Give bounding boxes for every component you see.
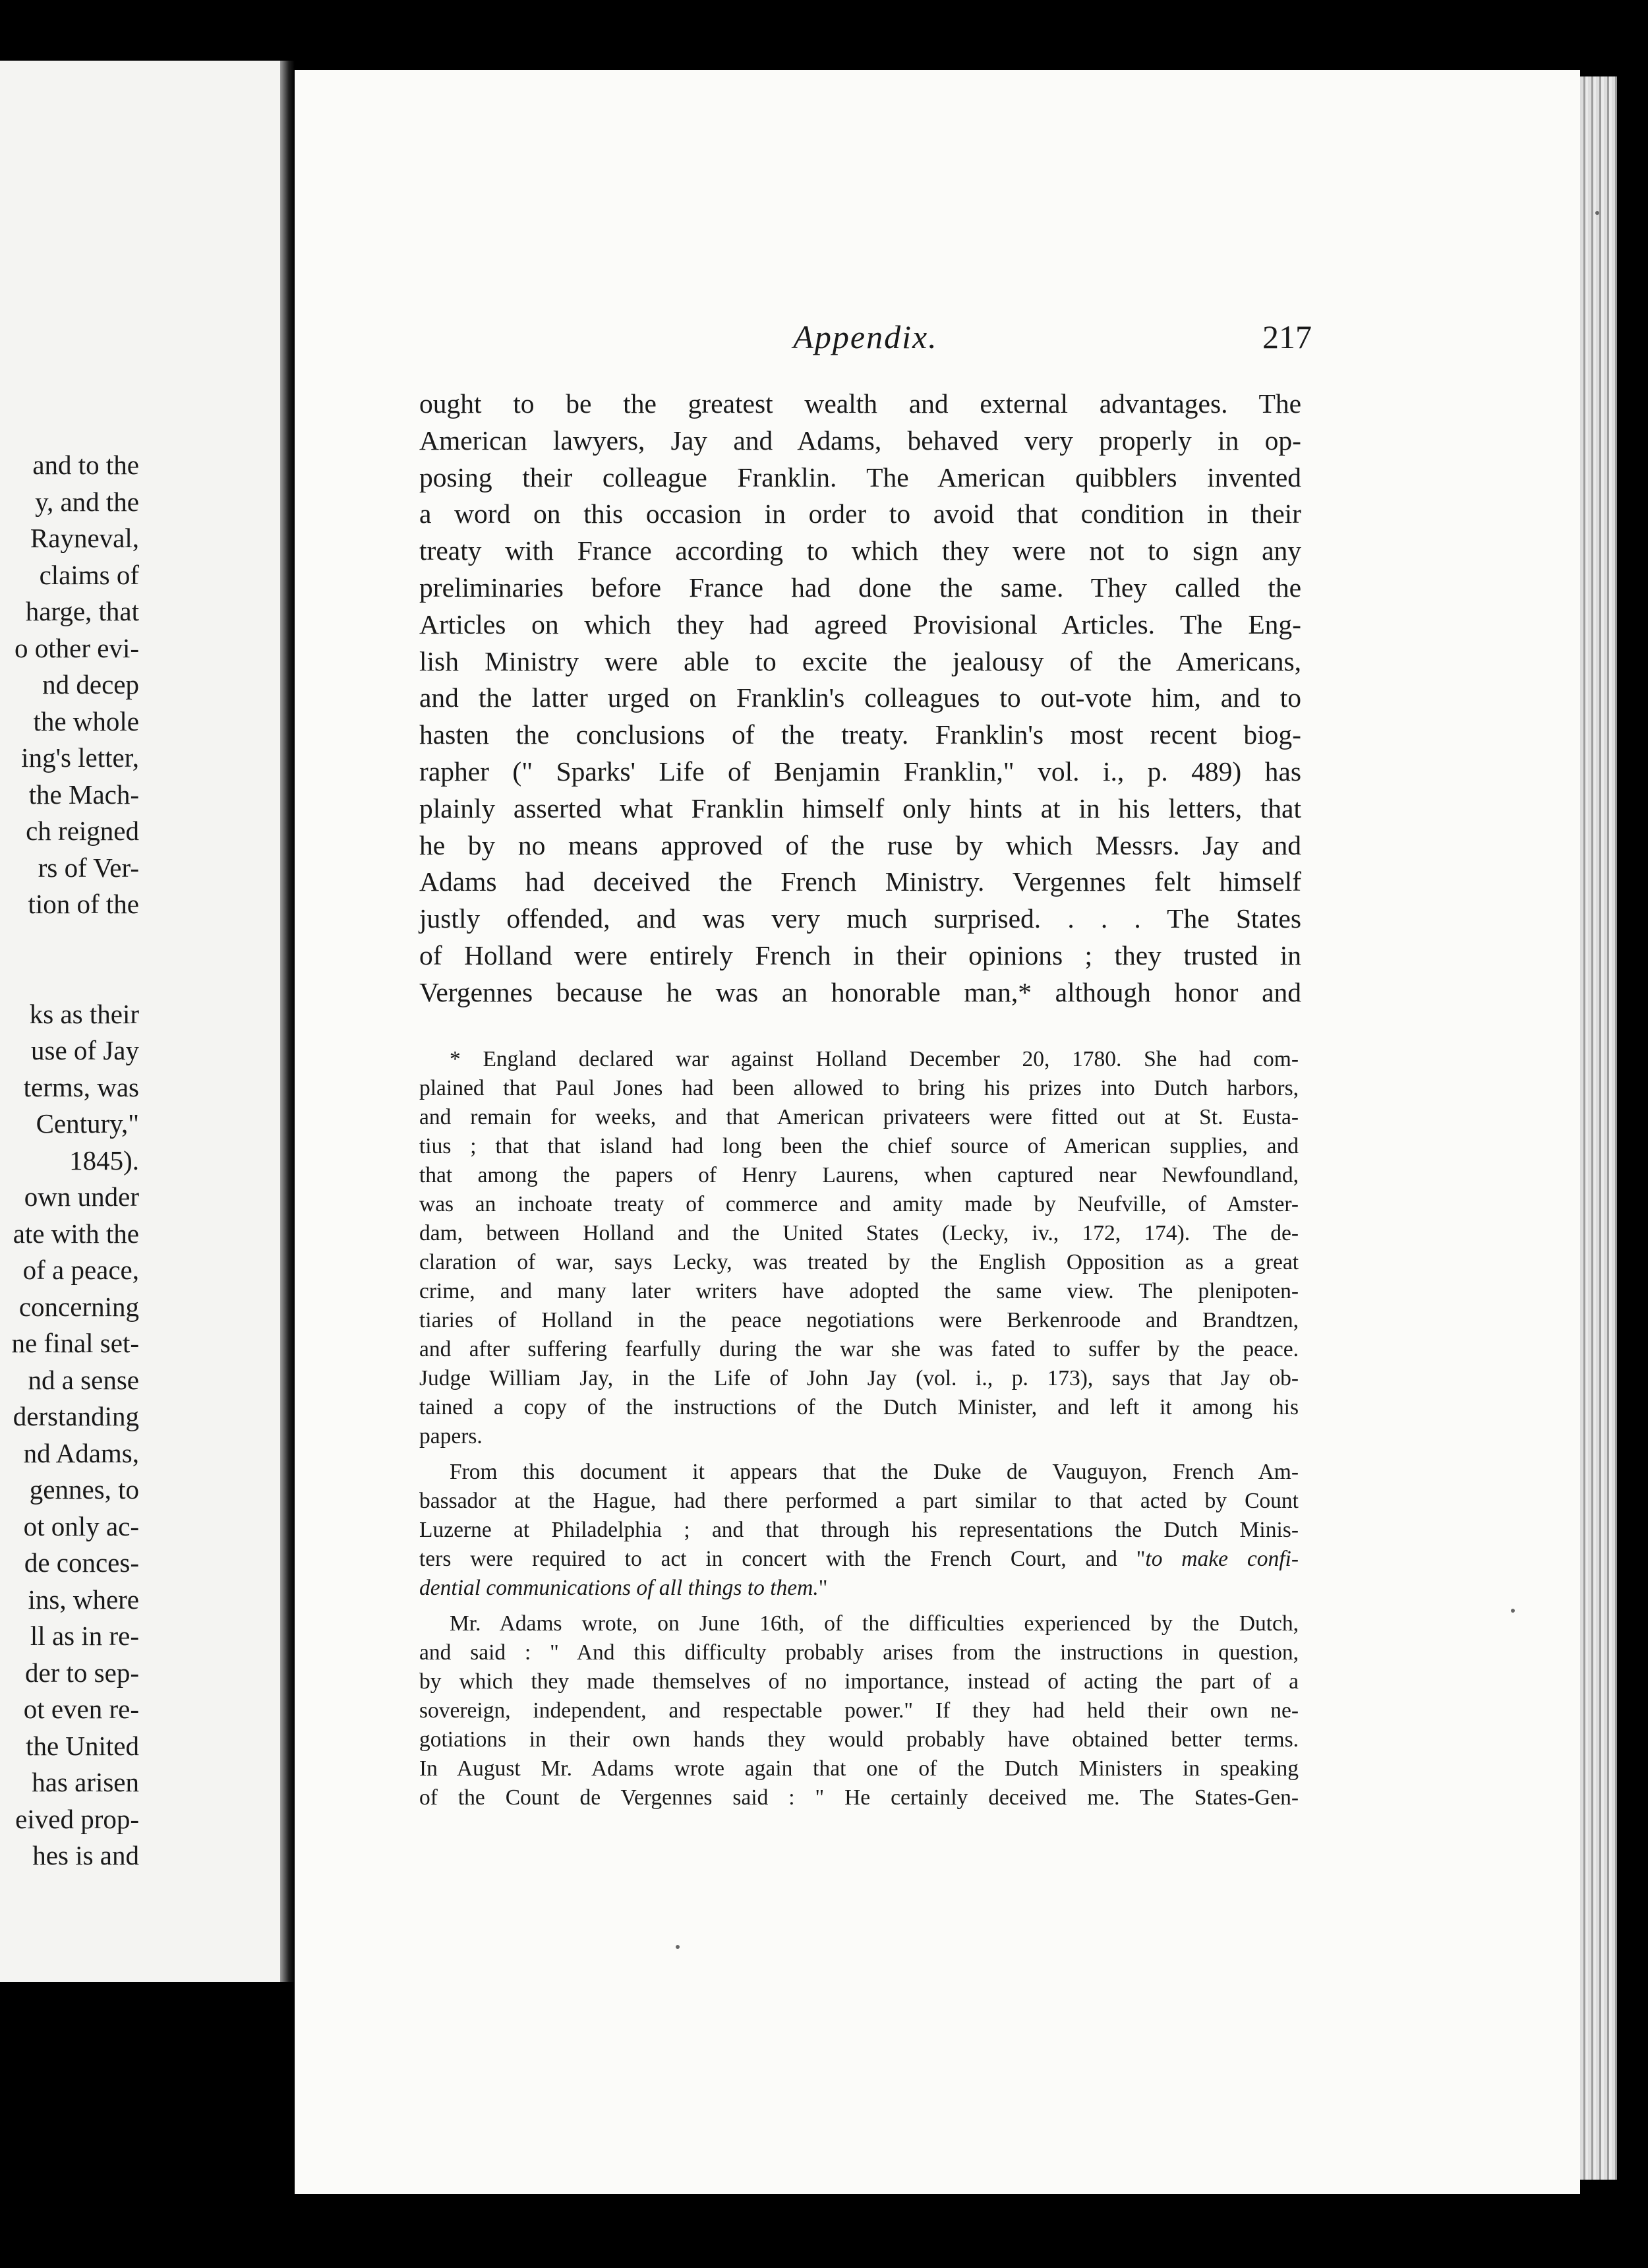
left-line: 1845). xyxy=(69,1145,139,1176)
left-line: claims of xyxy=(39,559,139,590)
left-line: concerning xyxy=(18,1291,139,1322)
left-line: of a peace, xyxy=(22,1255,139,1285)
text-line: ought to be the greatest wealth and external advantages. The xyxy=(419,388,1301,419)
left-line: terms, was xyxy=(23,1071,139,1102)
footnote-line: and said : " And this difficulty probably arises from the instructions in question, xyxy=(419,1640,1299,1665)
left-line xyxy=(0,923,139,960)
footnote-line: of the Count de Vergennes said : " He certainly deceived me. The States-Gen- xyxy=(419,1785,1299,1810)
text-line: posing their colleague Franklin. The American quibblers invented xyxy=(419,462,1301,492)
footnote-italic-text: dential communications of all things to them. xyxy=(419,1576,819,1600)
footnote-line: From this document it appears that the Duke de Vauguyon, French Am- xyxy=(450,1460,1299,1484)
left-line: gennes, to xyxy=(29,1474,139,1505)
footnote-line: tius ; that that island had long been the chief source of American supplies, and xyxy=(419,1134,1299,1158)
left-line: ch reigned xyxy=(26,816,139,846)
left-line: rs of Ver- xyxy=(38,852,139,883)
dust-speck xyxy=(1595,211,1599,215)
left-line: nd decep xyxy=(42,669,139,700)
text-line: preliminaries before France had done the same. They called the xyxy=(419,572,1301,603)
footnote-line: * England declared war against Holland December 20, 1780. She had com- xyxy=(450,1047,1299,1071)
footnote-line: papers. xyxy=(419,1424,483,1448)
left-line: Century," xyxy=(36,1108,139,1139)
left-line: ing's letter, xyxy=(21,742,139,773)
footnote-line: Mr. Adams wrote, on June 16th, of the difficulties experienced by the Dutch, xyxy=(450,1611,1299,1636)
left-page xyxy=(0,61,280,1982)
left-line: and to the xyxy=(32,450,139,480)
text-line: hasten the conclusions of the treaty. Franklin's most recent biog- xyxy=(419,719,1301,750)
dust-speck xyxy=(1511,1609,1515,1613)
footnote-line xyxy=(419,1545,1299,1574)
running-head: Appendix. xyxy=(793,318,938,355)
footnote-line: plained that Paul Jones had been allowed to bring his prizes into Dutch harbors, xyxy=(419,1076,1299,1100)
footnote-paragraph xyxy=(419,1609,1299,1812)
footnote-line: tiaries of Holland in the peace negotiations were Berkenroode and Brandtzen, xyxy=(419,1308,1299,1332)
left-line: der to sep- xyxy=(24,1657,139,1688)
left-line: derstanding xyxy=(13,1401,139,1431)
left-line: ll as in re- xyxy=(30,1621,139,1651)
footnote-line: that among the papers of Henry Laurens, when captured near Newfoundland, xyxy=(419,1163,1299,1187)
left-line: the Mach- xyxy=(28,779,139,810)
footnote-line: Judge William Jay, in the Life of John Jay (vol. i., p. 173), says that Jay ob- xyxy=(419,1366,1299,1390)
left-line: hes is and xyxy=(32,1840,139,1870)
footnote-paragraph xyxy=(419,1045,1299,1451)
footnote-paragraph xyxy=(419,1458,1299,1603)
footnote-line: and after suffering fearfully during the war she was fated to suffer by the peace. xyxy=(419,1337,1299,1361)
footnote-line: sovereign, independent, and respectable power." If they had held their own ne- xyxy=(419,1698,1299,1723)
left-line: eived prop- xyxy=(15,1803,139,1834)
text-line: plainly asserted what Franklin himself only hints at in his letters, that xyxy=(419,792,1301,823)
page-header xyxy=(419,318,1312,364)
footnote-line: Luzerne at Philadelphia ; and that through his representations the Dutch Minis- xyxy=(419,1518,1299,1542)
footnote-line: gotiations in their own hands they would probably have obtained better terms. xyxy=(419,1727,1299,1752)
left-line: de conces- xyxy=(24,1547,139,1578)
text-line: a word on this occasion in order to avoid that condition in their xyxy=(419,498,1301,529)
left-line: y, and the xyxy=(35,486,139,517)
text-line: he by no means approved of the ruse by which Messrs. Jay and xyxy=(419,829,1301,860)
text-line: lish Ministry were able to excite the jealousy of the Americans, xyxy=(419,645,1301,676)
page-edge xyxy=(1580,76,1617,2180)
text-line: Adams had deceived the French Ministry. Vergennes felt himself xyxy=(419,866,1301,897)
left-line: o other evi- xyxy=(15,632,139,663)
text-line: treaty with France according to which they were not to sign any xyxy=(419,535,1301,566)
footnote-line: and remain for weeks, and that American privateers were fitted out at St. Eusta- xyxy=(419,1105,1299,1129)
footnote-line: crime, and many later writers have adopted the same view. The plenipoten- xyxy=(419,1279,1299,1303)
left-line: the whole xyxy=(33,705,139,736)
footnote-text: ters were required to act in concert with the French Court, and " xyxy=(419,1547,1146,1571)
text-line: Articles on which they had agreed Provisional Articles. The Eng- xyxy=(419,609,1301,640)
body-text xyxy=(419,386,1301,1011)
left-line: the United xyxy=(26,1730,139,1761)
left-line: tion of the xyxy=(28,889,139,919)
left-line: ne final set- xyxy=(11,1328,139,1358)
footnote-line: claration of war, says Lecky, was treated by the English Opposition as a great xyxy=(419,1250,1299,1274)
left-line: use of Jay xyxy=(31,1035,139,1065)
left-line xyxy=(0,959,139,996)
left-line: ot even re- xyxy=(23,1694,139,1724)
left-line: ks as their xyxy=(29,998,139,1029)
footnote-line: was an inchoate treaty of commerce and amity made by Neufville, of Amster- xyxy=(419,1192,1299,1216)
left-line: ate with the xyxy=(13,1218,139,1249)
footnote-line: tained a copy of the instructions of the Dutch Minister, and left it among his xyxy=(419,1395,1299,1419)
text-line: American lawyers, Jay and Adams, behaved very properly in op- xyxy=(419,425,1301,456)
left-page-text xyxy=(0,447,139,1874)
text-line: Vergennes because he was an honorable man,* although honor and xyxy=(419,976,1301,1007)
text-line: rapher (" Sparks' Life of Benjamin Franklin," vol. i., p. 489) has xyxy=(419,756,1301,787)
left-line: ins, where xyxy=(28,1584,139,1615)
dust-speck xyxy=(676,1945,680,1949)
footnote-line: dam, between Holland and the United States (Lecky, iv., 172, 174). The de- xyxy=(419,1221,1299,1245)
left-line: nd a sense xyxy=(28,1364,139,1395)
footnote-text: " xyxy=(818,1576,828,1600)
left-line: own under xyxy=(24,1181,139,1212)
footnote-line xyxy=(419,1574,1299,1603)
footnotes xyxy=(419,1045,1299,1819)
text-line: and the latter urged on Franklin's colleagues to out-vote him, and to xyxy=(419,682,1301,713)
left-line: ot only ac- xyxy=(23,1510,139,1541)
book-gutter xyxy=(280,61,295,1982)
page-number: 217 xyxy=(1262,318,1312,355)
left-line: nd Adams, xyxy=(23,1437,139,1468)
text-line: justly offended, and was very much surprised. . . . The States xyxy=(419,903,1301,934)
left-line: has arisen xyxy=(32,1767,139,1797)
footnote-line: by which they made themselves of no importance, instead of acting the part of a xyxy=(419,1669,1299,1694)
text-line: of Holland were entirely French in their opinions ; they trusted in xyxy=(419,940,1301,970)
footnote-italic-text: to make confi- xyxy=(1145,1547,1299,1571)
footnote-line: In August Mr. Adams wrote again that one of the Dutch Ministers in speaking xyxy=(419,1756,1299,1781)
left-line: harge, that xyxy=(25,596,139,626)
left-line: Rayneval, xyxy=(30,523,139,553)
footnote-line: bassador at the Hague, had there performed a part similar to that acted by Count xyxy=(419,1489,1299,1513)
